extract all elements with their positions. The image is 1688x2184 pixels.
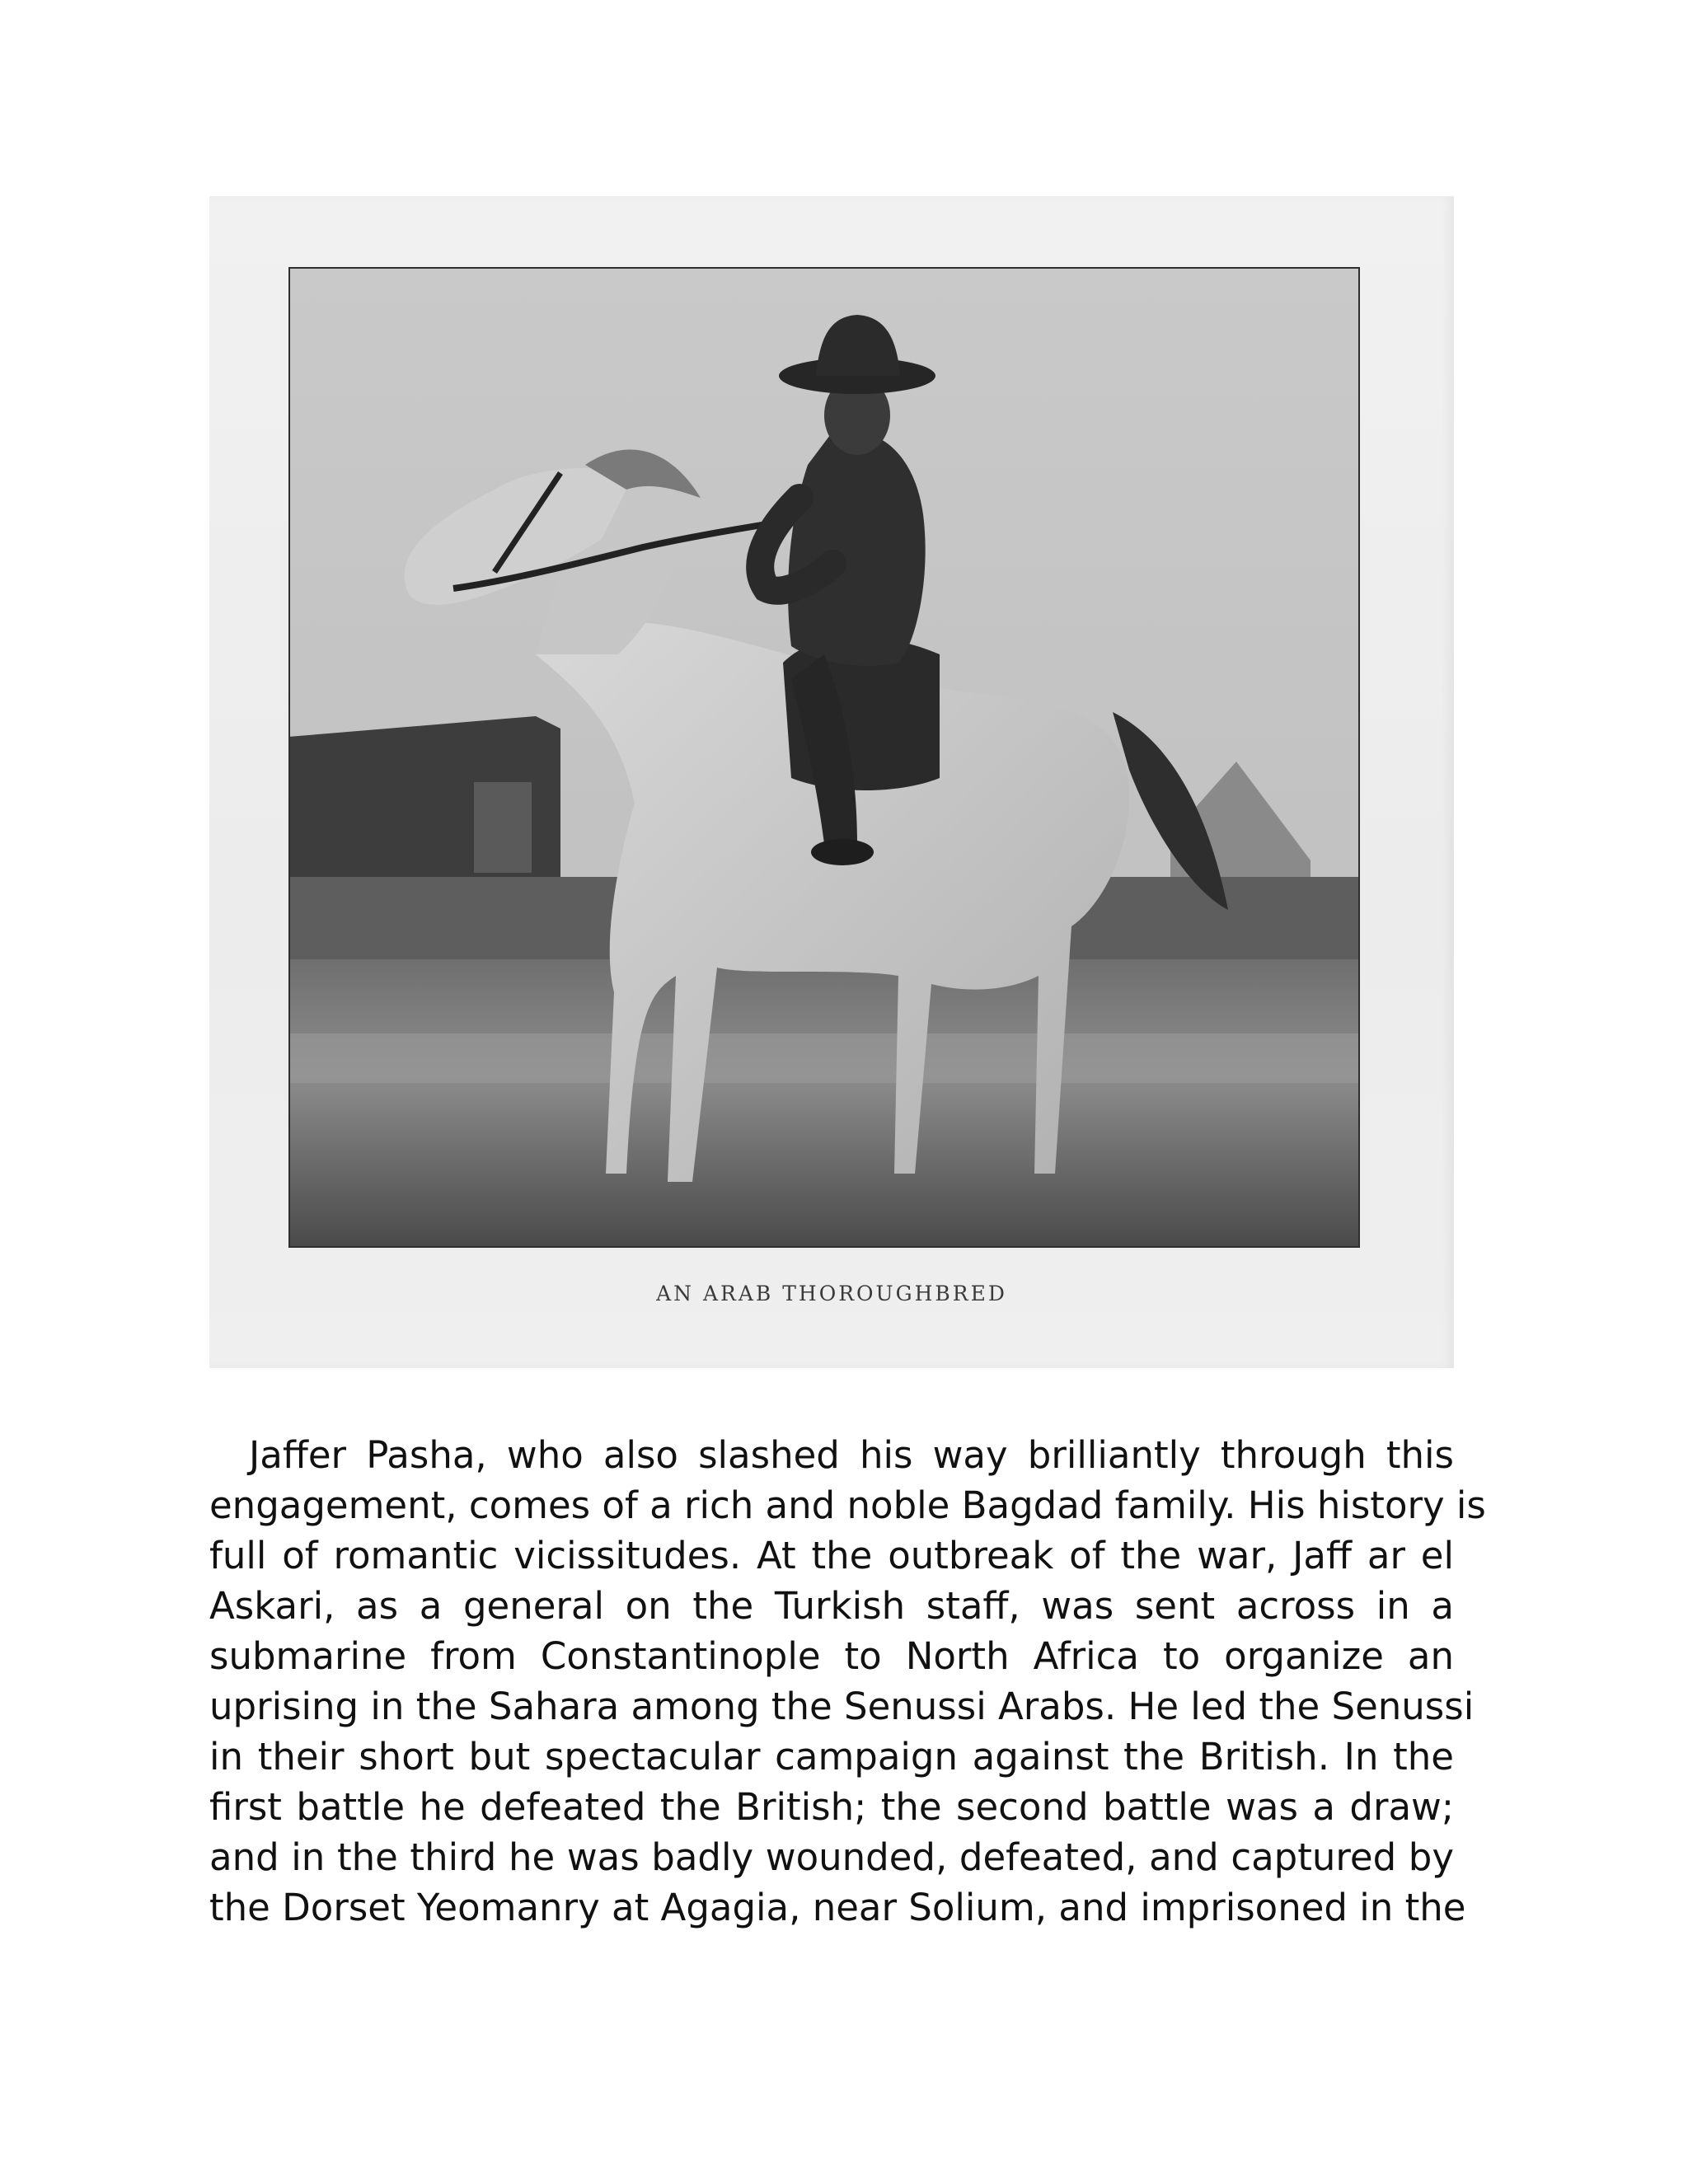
paragraph-line: uprising in the Sahara among the Senussi Arabs. He led the Senussi (209, 1685, 1475, 1728)
paragraph-line: Jaffer Pasha, who also slashed his way brilliantly through this (249, 1433, 1454, 1477)
horse-rider-photo (288, 267, 1360, 1248)
photo-illustration (288, 267, 1360, 1248)
paragraph-line: Askari, as a general on the Turkish staff, was sent across in a (209, 1584, 1454, 1628)
paragraph-line: the Dorset Yeomanry at Agagia, near Solium, and imprisoned in the (209, 1886, 1466, 1929)
paragraph-line: in their short but spectacular campaign against the British. In the (209, 1735, 1454, 1779)
photo-plate (209, 196, 1454, 1368)
paragraph-line: engagement, comes of a rich and noble Bagdad family. His history is (209, 1483, 1486, 1527)
paragraph-line: first battle he defeated the British; the second battle was a draw; (209, 1785, 1454, 1829)
paragraph-line: submarine from Constantinople to North Africa to organize an (209, 1634, 1454, 1678)
figure-caption: AN ARAB THOROUGHBRED (656, 1282, 1007, 1305)
body-paragraph (209, 1430, 1486, 1933)
paragraph-line: full of romantic vicissitudes. At the outbreak of the war, Jaff ar el (209, 1534, 1454, 1577)
paragraph-line: and in the third he was badly wounded, defeated, and captured by (209, 1835, 1454, 1879)
